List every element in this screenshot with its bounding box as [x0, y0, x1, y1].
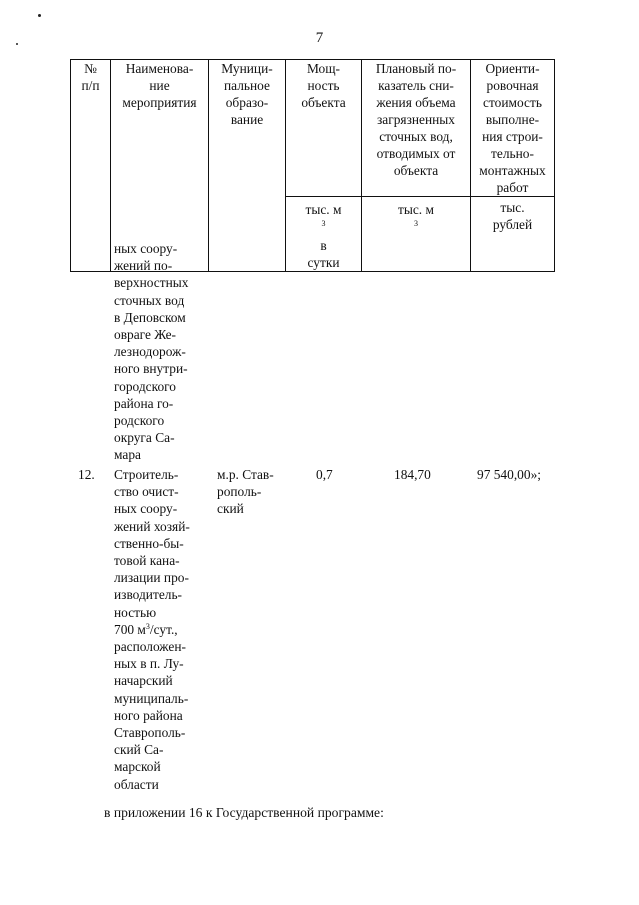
unit-capacity: тыс. м $^3$ в сутки [286, 197, 362, 272]
header-cost: Ориенти- ровочная стоимость выполне- ния строи- тельно- монтажных работ [471, 60, 555, 197]
row-number: 12. [78, 467, 95, 482]
header-capacity: Мощ- ность объекта [286, 60, 362, 197]
row-municipality: м.р. Став- рополь- ский [217, 467, 274, 517]
page-number: 7 [315, 30, 324, 46]
continued-name-cell: ных соору- жений по- верхностных сточных вод в Деповском овраге Же- лезнодорож- ного внутри- городского района го- родского округа Са- мара [114, 241, 189, 463]
header-name: Наименова- ние мероприятия [111, 60, 209, 272]
scan-speck [38, 14, 41, 17]
header-row [71, 60, 555, 197]
row-name: Строитель- ство очист- ных соору- жений хозяй- ственно-бы- товой кана- лизации про- изводитель- ностью 700 $м^3$/сут., расположен- ных в п. Лу- начарский муниципаль- ного района Ставрополь- ский Са- марской области [114, 467, 190, 792]
row-reduction: 184,70 [394, 467, 431, 482]
footer-text: в приложении 16 к Государственной программе: [104, 805, 384, 820]
header-municipality: Муници- пальное образо- вание [209, 60, 286, 272]
unit-cost: тыс. рублей [471, 197, 555, 272]
header-number: № п/п [71, 60, 111, 272]
row-capacity: 0,7 [316, 467, 333, 482]
header-reduction: Плановый по- казатель сни- жения объема загрязненных сточных вод, отводимых от объекта [362, 60, 471, 197]
unit-reduction: тыс. м $^3$ [362, 197, 471, 272]
row-cost: 97 540,00»; [477, 467, 541, 482]
